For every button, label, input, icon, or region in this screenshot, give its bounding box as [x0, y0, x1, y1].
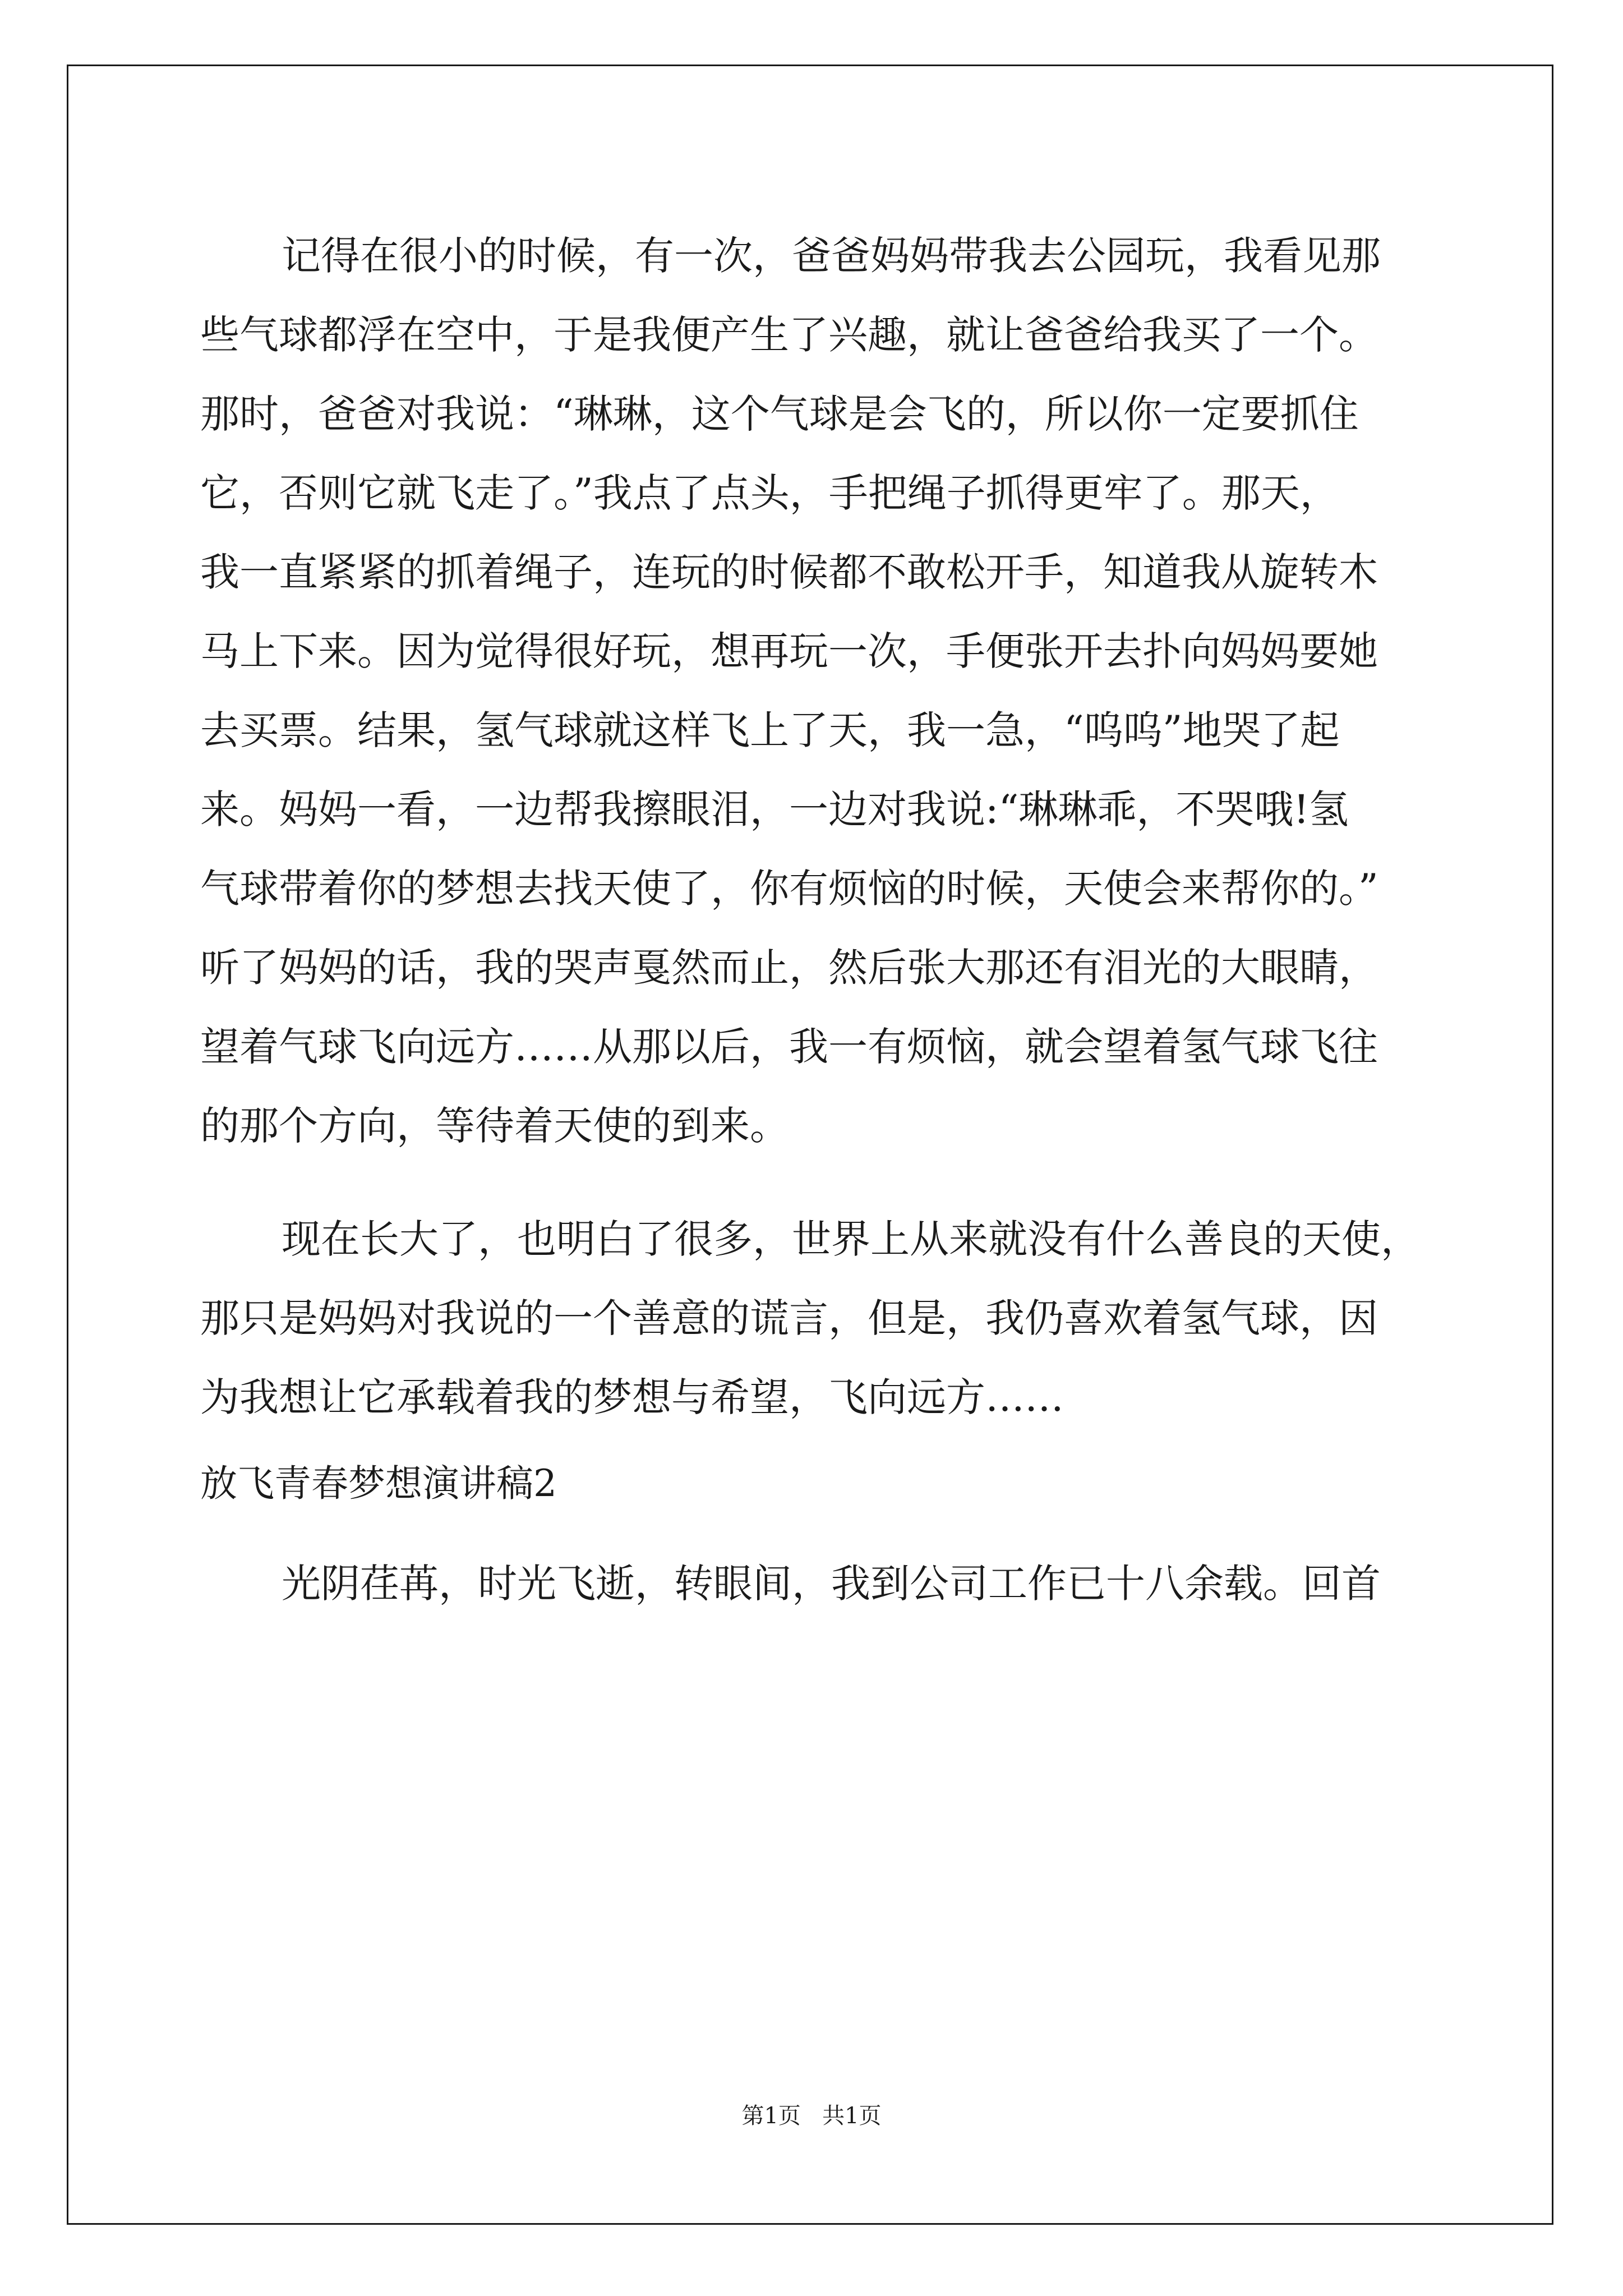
paragraph-1-line-5: 我一直紧紧的抓着绳子，连玩的时候都不敢松开手，知道我从旋转木	[200, 549, 1378, 595]
page-footer	[0, 2099, 1623, 2133]
paragraph-1-line-9: 气球带着你的梦想去找天使了，你有烦恼的时候，天使会来帮你的。”	[200, 866, 1378, 912]
paragraph-1-line-2: 些气球都浮在空中，于是我便产生了兴趣，就让爸爸给我买了一个。	[200, 312, 1378, 358]
paragraph-1-line-7: 去买票。结果，氢气球就这样飞上了天，我一急，“呜呜”地哭了起	[200, 707, 1340, 753]
section-heading: 放飞青春梦想演讲稿2	[200, 1462, 557, 1505]
paragraph-1-line-3: 那时，爸爸对我说：“琳琳，这个气球是会飞的，所以你一定要抓住	[200, 391, 1359, 437]
page-total: 共1页	[822, 2103, 882, 2129]
paragraph-1-line-11: 望着气球飞向远方……从那以后，我一有烦恼，就会望着氢气球飞往	[200, 1024, 1378, 1070]
paragraph-2-line-3: 为我想让它承载着我的梦想与希望，飞向远方……	[200, 1374, 1064, 1420]
paragraph-1-line-4: 它，否则它就飞走了。”我点了点头，手把绳子抓得更牢了。那天，	[200, 470, 1339, 516]
paragraph-2-line-1: 现在长大了，也明白了很多，世界上从来就没有什么善良的天使，	[282, 1216, 1420, 1262]
paragraph-1-line-8: 来。妈妈一看，一边帮我擦眼泪，一边对我说:“琳琳乖，不哭哦!氢	[200, 786, 1349, 832]
paragraph-1-line-12: 的那个方向，等待着天使的到来。	[200, 1103, 789, 1149]
paragraph-1-line-6: 马上下来。因为觉得很好玩，想再玩一次，手便张开去扑向妈妈要她	[200, 628, 1378, 674]
paragraph-2-line-2: 那只是妈妈对我说的一个善意的谎言，但是，我仍喜欢着氢气球，因	[200, 1295, 1378, 1341]
page-number: 第1页	[741, 2103, 801, 2129]
paragraph-1-line-1: 记得在很小的时候，有一次，爸爸妈妈带我去公园玩，我看见那	[282, 233, 1381, 279]
paragraph-3-line-1: 光阴荏苒，时光飞逝，转眼间，我到公司工作已十八余载。回首	[282, 1561, 1381, 1607]
paragraph-1-line-10: 听了妈妈的话，我的哭声戛然而止，然后张大那还有泪光的大眼睛，	[200, 945, 1378, 991]
